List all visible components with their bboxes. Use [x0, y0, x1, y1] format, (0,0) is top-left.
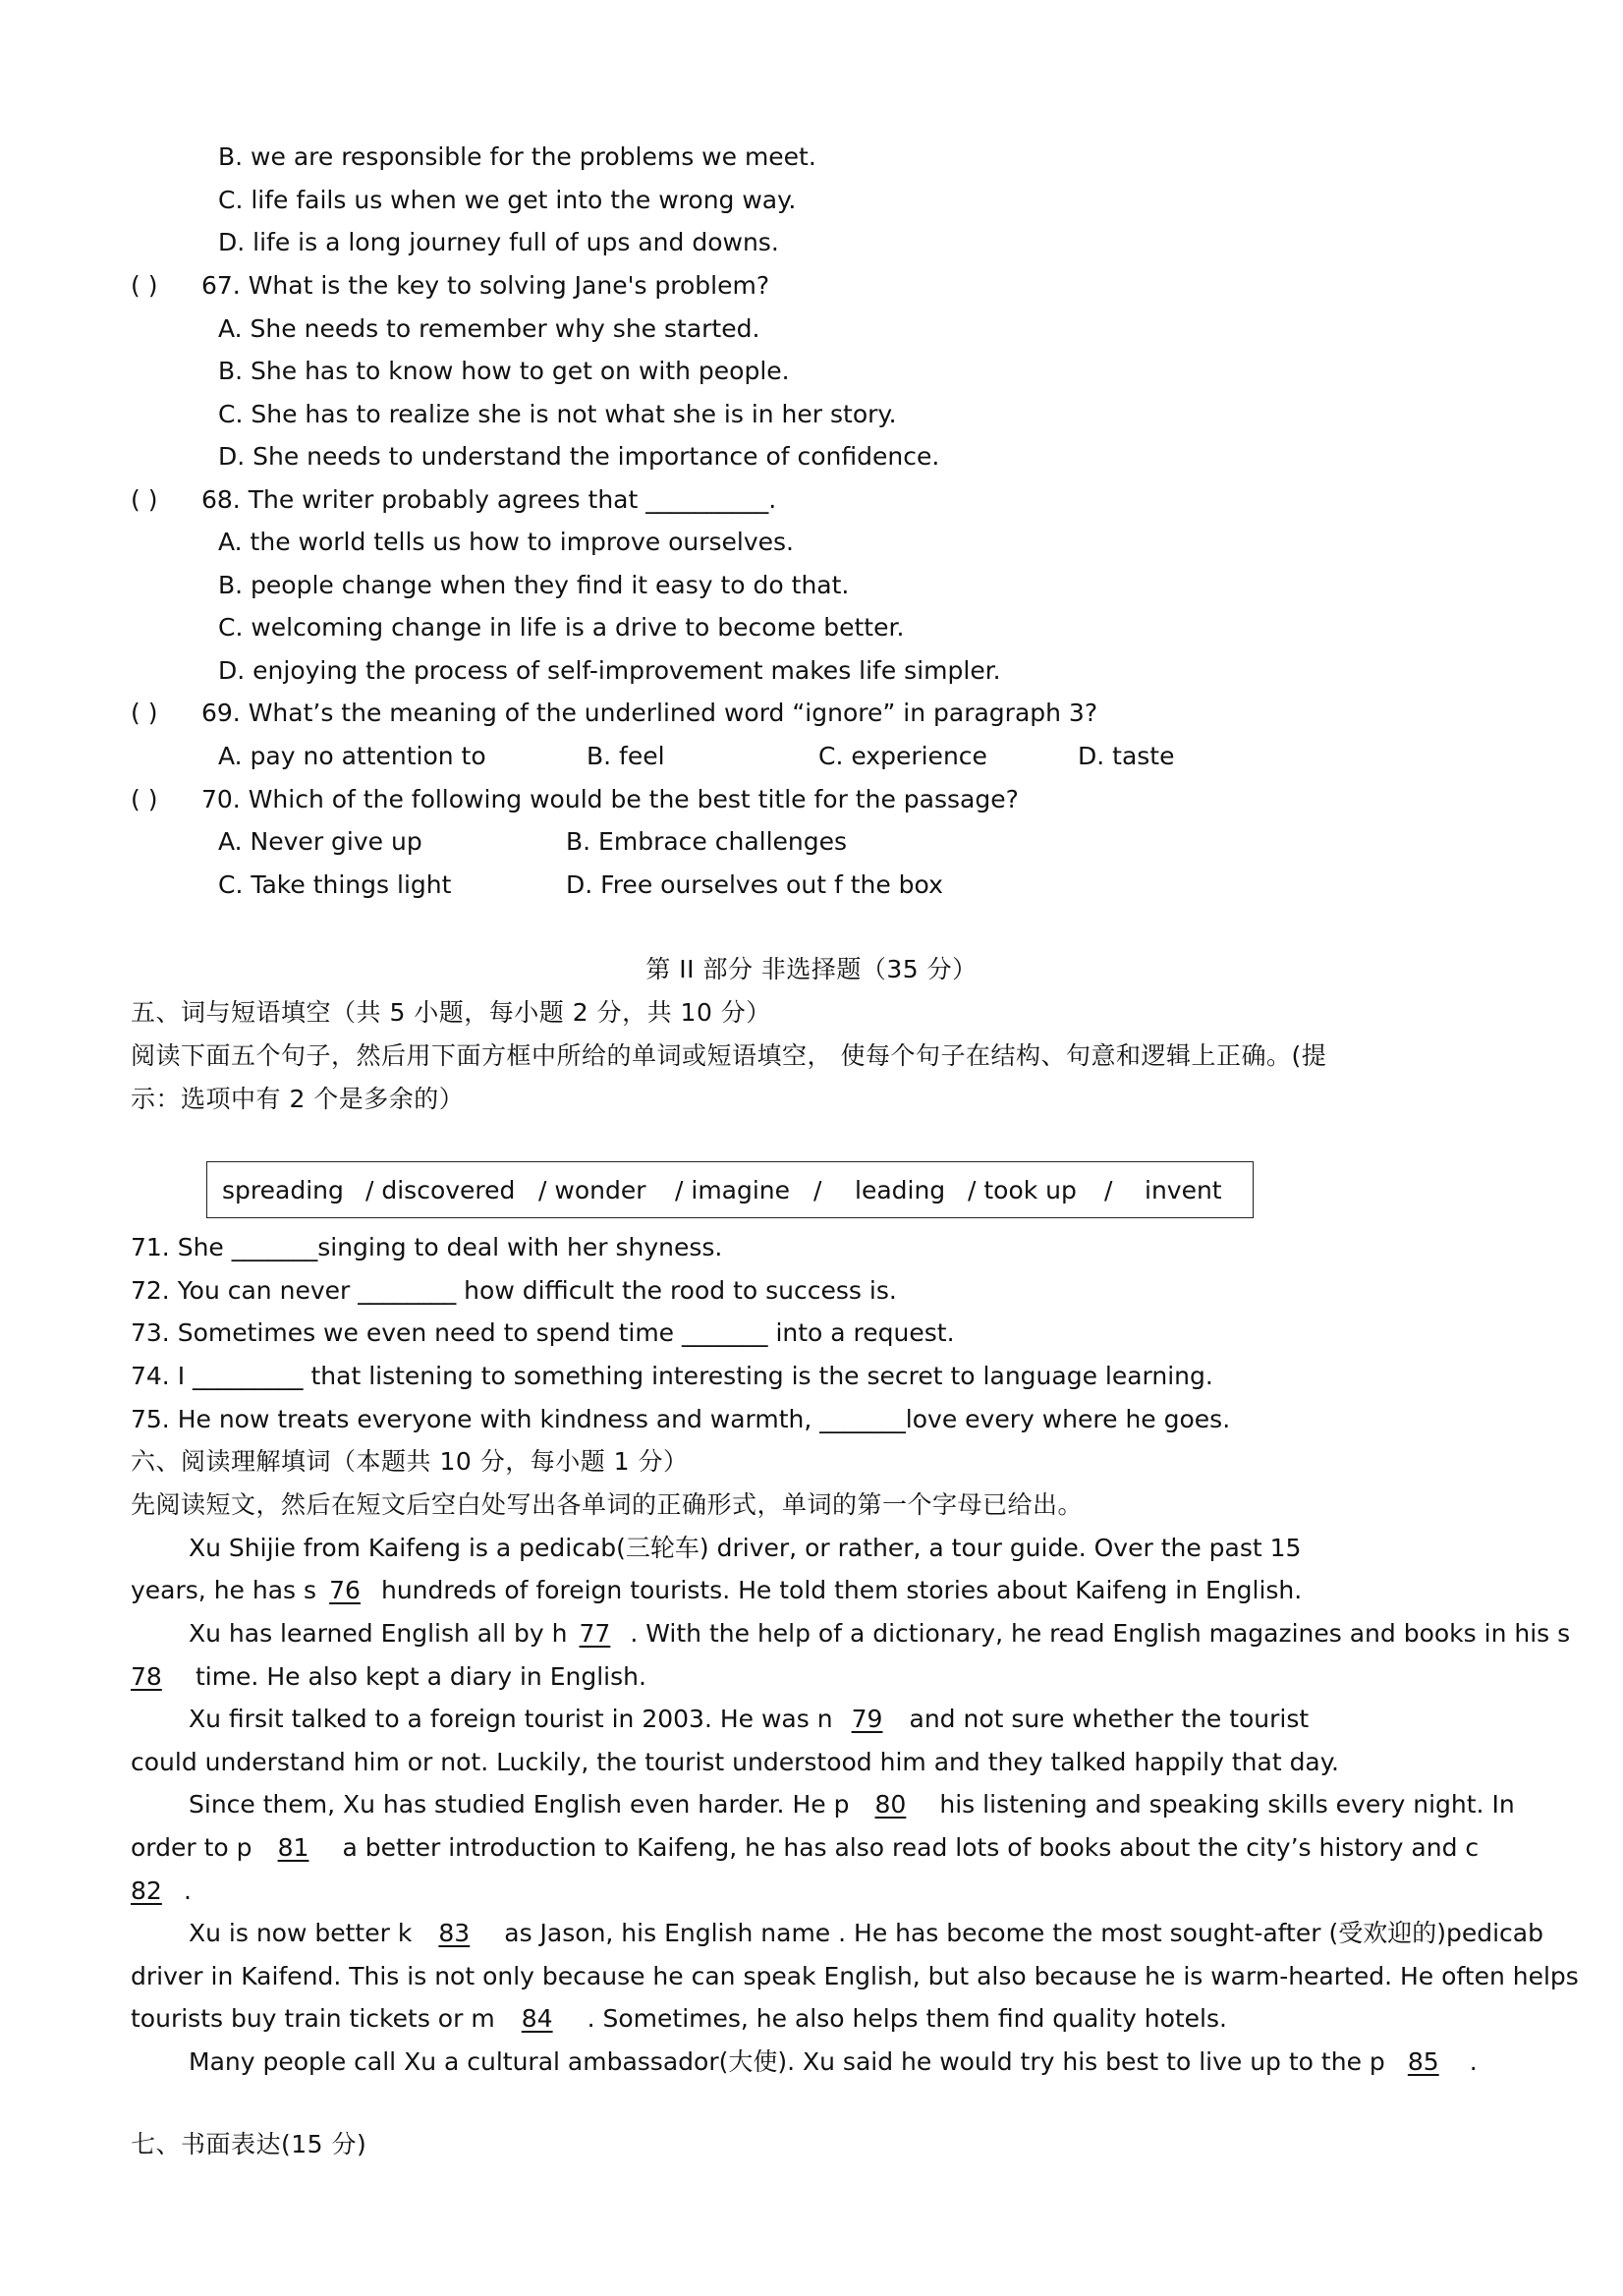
section5-instruction-1: 阅读下面五个句子，然后用下面方框中所给的单词或短语填空， 使每个句子在结构、句意和逻辑上正确。(提: [131, 1041, 1327, 1070]
section6-instruction: 先阅读短文，然后在短文后空白处写出各单词的正确形式，单词的第一个字母已给出。: [131, 1490, 1084, 1519]
word-bank-item: / wonder: [538, 1176, 646, 1204]
q67-stem-row: [131, 269, 769, 303]
passage-line: [189, 1917, 1543, 1950]
q68-option-c: C. welcoming change in life is a drive to become better.: [218, 613, 905, 642]
text-segment: hundreds of foreign tourists. He told them stories about Kaifeng in English.: [373, 1576, 1303, 1604]
section5-title: 五、词与短语填空（共 5 小题，每小题 2 分，共 10 分）: [131, 998, 771, 1027]
q66-option-c: C. life fails us when we get into the wrong way.: [218, 186, 797, 214]
q75: 75. He now treats everyone with kindness and warmth, _______love every where he goes.: [131, 1405, 1231, 1433]
q68-option-d: D. enjoying the process of self-improvement makes life simpler.: [218, 656, 1001, 685]
answer-paren[interactable]: ( ): [131, 271, 158, 300]
q69-option-c: C. experience: [818, 742, 987, 770]
q66-option-d: D. life is a long journey full of ups and downs.: [218, 228, 779, 256]
part2-title: 第 II 部分 非选择题（35 分）: [645, 955, 978, 983]
q70-option-a: A. Never give up: [218, 827, 422, 856]
q68-option-a: A. the world tells us how to improve ourselves.: [218, 528, 794, 556]
q69-option-d: D. taste: [1078, 742, 1175, 770]
text-segment: Xu has learned English all by h: [189, 1619, 568, 1648]
text-segment: . Sometimes, he also helps them find quality hotels.: [579, 2004, 1227, 2033]
passage-line: [189, 2045, 1478, 2079]
text-segment: .: [176, 1876, 192, 1905]
q68-stem-row: [131, 483, 776, 517]
passage-line: [189, 1617, 1570, 1651]
answer-paren[interactable]: ( ): [131, 485, 158, 514]
word-bank-item: /: [813, 1176, 822, 1204]
text-segment: .: [1461, 2047, 1478, 2076]
word-bank-box: [206, 1161, 1254, 1218]
text-segment: . With the help of a dictionary, he read English magazines and books in his s: [622, 1619, 1571, 1648]
passage-line: could understand him or not. Luckily, the tourist understood him and they talked happily that day.: [131, 1748, 1339, 1776]
word-bank-item: / imagine: [675, 1176, 791, 1204]
q73: 73. Sometimes we even need to spend time _______ into a request.: [131, 1318, 955, 1347]
q69-option-a: A. pay no attention to: [218, 742, 486, 770]
passage-line: [189, 1788, 1515, 1821]
word-bank-item: / took up: [968, 1176, 1077, 1204]
q68-option-b: B. people change when they find it easy to do that.: [218, 571, 850, 599]
q66-option-b: B. we are responsible for the problems we meet.: [218, 142, 816, 171]
passage-line: [131, 1574, 1302, 1607]
passage-line: Xu Shijie from Kaifeng is a pedicab(三轮车) driver, or rather, a tour guide. Over the past 15: [189, 1534, 1302, 1562]
text-segment: Since them, Xu has studied English even harder. He p: [189, 1790, 850, 1819]
q70-option-d: D. Free ourselves out f the box: [566, 870, 943, 899]
blank-78[interactable]: 78: [131, 1662, 162, 1691]
blank-81[interactable]: 81: [277, 1833, 309, 1862]
blank-77[interactable]: 77: [579, 1619, 611, 1648]
word-bank-item: /: [1104, 1176, 1113, 1204]
text-segment: time. He also kept a diary in English.: [188, 1662, 646, 1691]
section5-instruction-2: 示：选项中有 2 个是多余的）: [131, 1085, 465, 1113]
passage-line: driver in Kaifend. This is not only because he can speak English, but also because he is warm-hearted. He often helps: [131, 1962, 1579, 1990]
q69-option-b: B. feel: [587, 742, 665, 770]
blank-83[interactable]: 83: [438, 1919, 471, 1947]
q70-stem: 70. Which of the following would be the best title for the passage?: [201, 785, 1019, 813]
word-bank-item: leading: [855, 1176, 946, 1204]
section6-title: 六、阅读理解填词（本题共 10 分，每小题 1 分）: [131, 1447, 689, 1476]
q74: 74. I _________ that listening to something interesting is the secret to language learning.: [131, 1362, 1213, 1390]
passage-line: [189, 1703, 1309, 1736]
blank-84[interactable]: 84: [521, 2004, 553, 2033]
q69-stem-row: [131, 697, 1097, 730]
q70-option-c: C. Take things light: [218, 870, 452, 899]
passage-line: [131, 1875, 192, 1908]
q70-stem-row: [131, 783, 1019, 816]
q67-option-b: B. She has to know how to get on with people.: [218, 357, 790, 385]
q69-stem: 69. What’s the meaning of the underlined word “ignore” in paragraph 3?: [201, 699, 1098, 727]
passage-line: [131, 1831, 1479, 1865]
text-segment: as Jason, his English name . He has become the most sought-after (受欢迎的)pedicab: [496, 1919, 1543, 1947]
text-segment: tourists buy train tickets or m: [131, 2004, 495, 2033]
blank-85[interactable]: 85: [1407, 2047, 1439, 2076]
word-bank-item: / discovered: [365, 1176, 516, 1204]
text-segment: Xu is now better k: [189, 1919, 413, 1947]
text-segment: Many people call Xu a cultural ambassador(大使). Xu said he would try his best to live up to the p: [189, 2047, 1385, 2076]
text-segment: and not sure whether the tourist: [901, 1705, 1310, 1733]
text-segment: a better introduction to Kaifeng, he has also read lots of books about the city’s history and c: [334, 1833, 1480, 1862]
answer-paren[interactable]: ( ): [131, 785, 158, 813]
text-segment: his listening and speaking skills every night. In: [931, 1790, 1515, 1819]
blank-82[interactable]: 82: [131, 1876, 162, 1905]
q71: 71. She _______singing to deal with her shyness.: [131, 1233, 723, 1261]
q67-option-c: C. She has to realize she is not what she is in her story.: [218, 400, 897, 428]
q67-option-d: D. She needs to understand the importance of confidence.: [218, 442, 940, 471]
text-segment: Xu firsit talked to a foreign tourist in 2003. He was n: [189, 1705, 833, 1733]
q72: 72. You can never ________ how difficult the rood to success is.: [131, 1276, 897, 1305]
answer-paren[interactable]: ( ): [131, 699, 158, 727]
blank-79[interactable]: 79: [851, 1705, 883, 1733]
blank-76[interactable]: 76: [329, 1576, 361, 1604]
text-segment: order to p: [131, 1833, 252, 1862]
passage-line: [131, 1660, 646, 1694]
q67-option-a: A. She needs to remember why she started.: [218, 314, 760, 343]
q70-option-b: B. Embrace challenges: [566, 827, 848, 856]
q67-stem: 67. What is the key to solving Jane's problem?: [201, 271, 770, 300]
section7-title: 七、书面表达(15 分): [131, 2130, 367, 2158]
word-bank-item: invent: [1145, 1176, 1222, 1204]
q68-stem: 68. The writer probably agrees that __________.: [201, 485, 777, 514]
blank-80[interactable]: 80: [874, 1790, 907, 1819]
text-segment: years, he has s: [131, 1576, 317, 1604]
passage-line: [131, 2002, 1227, 2036]
word-bank-item: spreading: [222, 1176, 344, 1204]
